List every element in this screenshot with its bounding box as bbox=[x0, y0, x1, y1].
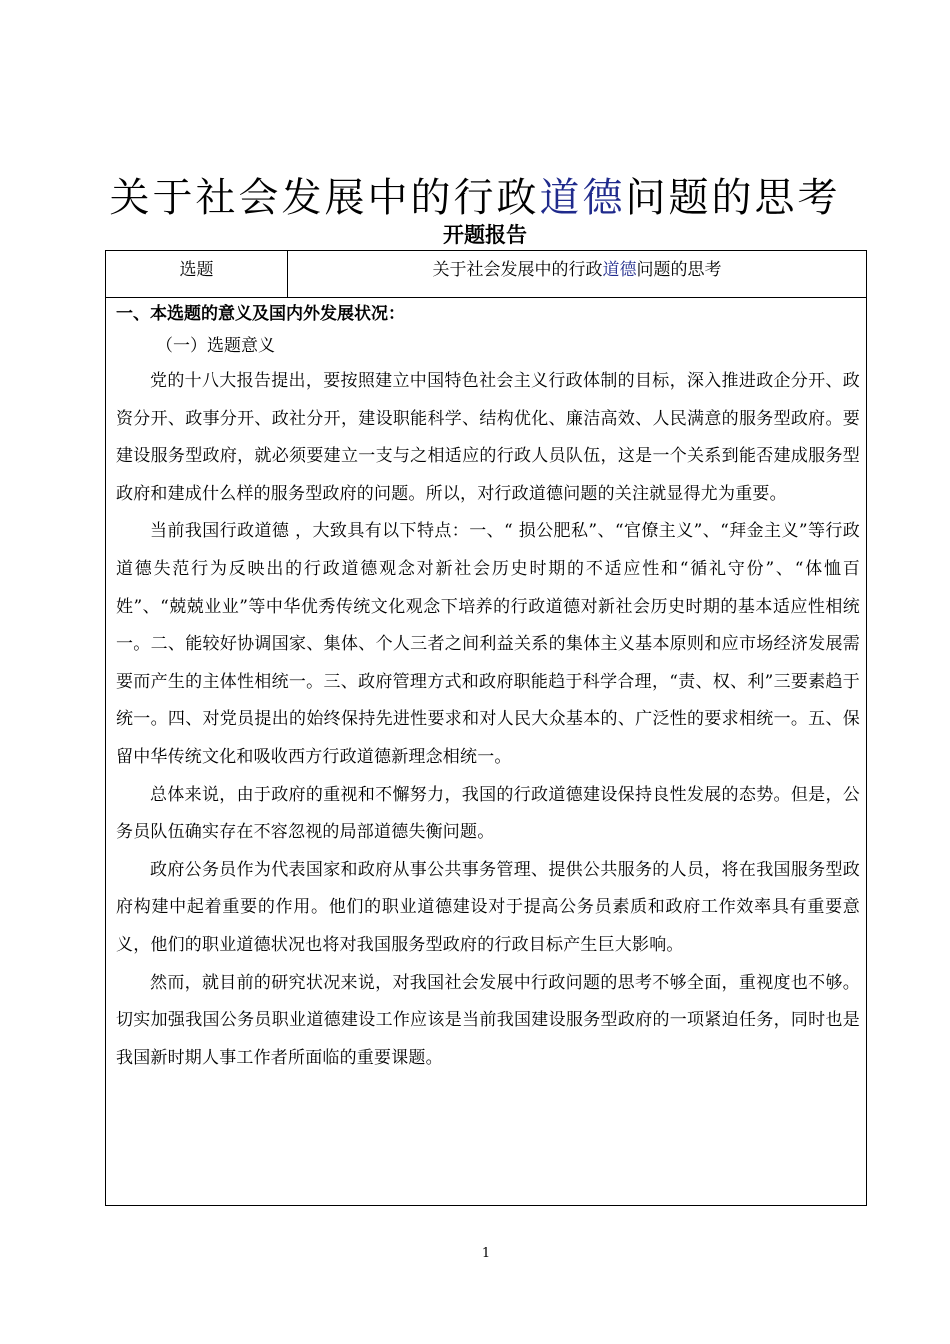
topic-value-after: 问题的思考 bbox=[636, 260, 722, 280]
page-number: 1 bbox=[481, 1246, 491, 1261]
title-text-before: 关于社会发展中的行政 bbox=[109, 175, 540, 221]
report-content bbox=[116, 299, 860, 1077]
title-text-after: 问题的思考 bbox=[625, 175, 841, 221]
paragraph: 然而，就目前的研究状况来说，对我国社会发展中行政问题的思考不够全面，重视度也不够。切实加强我国公务员职业道德建设工作应该是当前我国建设服务型政府的一项紧迫任务，同时也是我国新时期人事工作者所面临的重要课题。 bbox=[116, 972, 860, 1068]
document-title bbox=[0, 168, 950, 228]
document-subtitle: 开题报告 bbox=[443, 223, 527, 247]
paragraph: 总体来说，由于政府的重视和不懈努力，我国的行政道德建设保持良性发展的态势。但是，公务员队伍确实存在不容忽视的局部道德失衡问题。 bbox=[116, 784, 860, 843]
topic-value bbox=[288, 251, 866, 297]
title-text-highlight: 道德 bbox=[539, 175, 626, 221]
subsection-heading: （一）选题意义 bbox=[156, 336, 275, 356]
topic-value-highlight: 道德 bbox=[602, 260, 637, 280]
report-table bbox=[105, 250, 867, 1206]
topic-value-before: 关于社会发展中的行政 bbox=[432, 260, 603, 280]
paragraph: 当前我国行政道德 ，大致具有以下特点：一、“ 损公肥私”、“官僚主义”、“拜金主义”等行政道德失范行为反映出的行政道德观念对新社会历史时期的不适应性和“循礼守份”、“体恤百姓”、“兢兢业业”等中华优秀传统文化观念下培养的行政道德对新社会历史时期的基本适应性相统一。二、能较好协调国家、集体、个人三者之间利益关系的集体主义基本原则和应市场经济发展需要而产生的主体性相统一。三、政府管理方式和政府职能趋于科学合理，“责、权、利”三要素趋于统一。四、对党员提出的始终保持先进性要求和对人民大众基本的、广泛性的要求相统一。五、保留中华传统文化和吸收西方行政道德新理念相统一。 bbox=[116, 521, 860, 767]
paragraph: 党的十八大报告提出，要按照建立中国特色社会主义行政体制的目标，深入推进政企分开、政资分开、政事分开、政社分开，建设职能科学、结构优化、廉洁高效、人民满意的服务型政府。要建设服务型政府，就必须要建立一支与之相适应的行政人员队伍，这是一个关系到能否建成服务型政府和建成什么样的服务型政府的问题。所以，对行政道德问题的关注就显得尤为重要。 bbox=[116, 371, 860, 504]
section-heading: 一、本选题的意义及国内外发展状况： bbox=[116, 304, 405, 324]
paragraph: 政府公务员作为代表国家和政府从事公共事务管理、提供公共服务的人员，将在我国服务型政府构建中起着重要的作用。他们的职业道德建设对于提高公务员素质和政府工作效率具有重要意义，他们的职业道德状况也将对我国服务型政府的行政目标产生巨大影响。 bbox=[116, 859, 860, 955]
topic-row bbox=[106, 251, 866, 298]
topic-label: 选题 bbox=[106, 251, 288, 297]
